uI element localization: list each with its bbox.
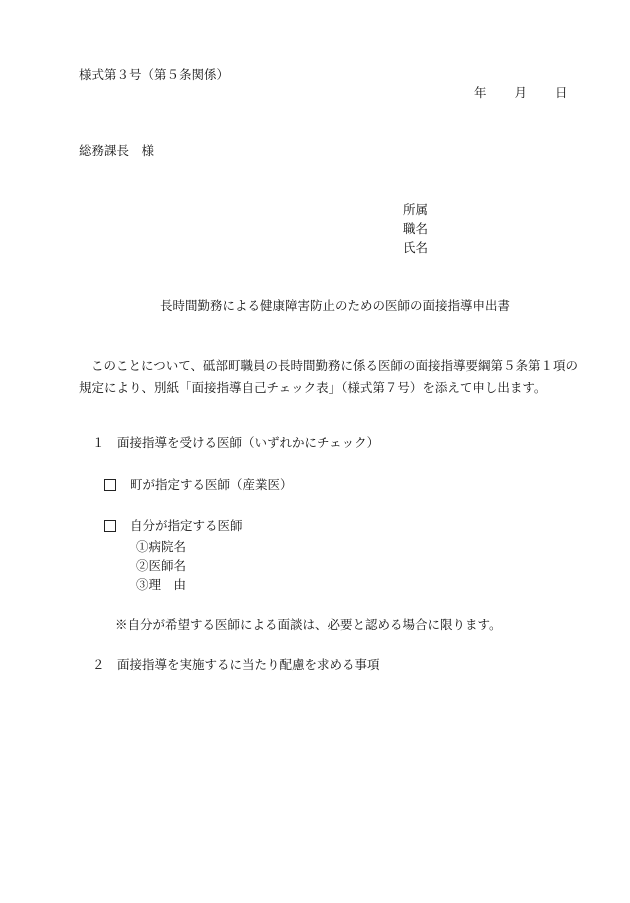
detail-hospital-name: ①病院名 [136,539,187,554]
checkbox-designated-doctor[interactable] [104,479,116,491]
detail-doctor-name: ②医師名 [136,558,187,573]
position-label: 職名 [403,221,429,236]
option-own-doctor-label: 自分が指定する医師 [130,518,243,533]
body-paragraph: このことについて、砥部町職員の長時間勤務に係る医師の面接指導要綱第５条第１項の規定により、別紙「面接指導自己チェック表」（様式第７号）を添えて申し出ます。 [79,358,579,395]
option-designated-doctor-label: 町が指定する医師（産業医） [130,477,293,492]
section1-heading: １ 面接指導を受ける医師（いずれかにチェック） [92,435,380,450]
section2-heading: ２ 面接指導を実施するに当たり配慮を求める事項 [92,657,380,672]
affiliation-label: 所属 [403,202,429,217]
name-label: 氏名 [403,240,429,255]
date-line [474,84,567,102]
option-designated-doctor [104,476,293,494]
addressee: 総務課長 様 [79,143,155,158]
detail-reason: ③理 由 [136,577,187,592]
date-day: 日 [554,85,568,100]
form-number: 様式第３号（第５条関係） [79,67,230,82]
section1-note: ※自分が希望する医師による面談は、必要と認める場合に限ります。 [115,617,502,632]
checkbox-own-doctor[interactable] [104,520,116,532]
document-title: 長時間勤務による健康障害防止のための医師の面接指導申出書 [160,298,511,313]
date-month: 月 [514,85,527,100]
date-year: 年 [474,85,487,100]
option-own-doctor [104,517,243,535]
